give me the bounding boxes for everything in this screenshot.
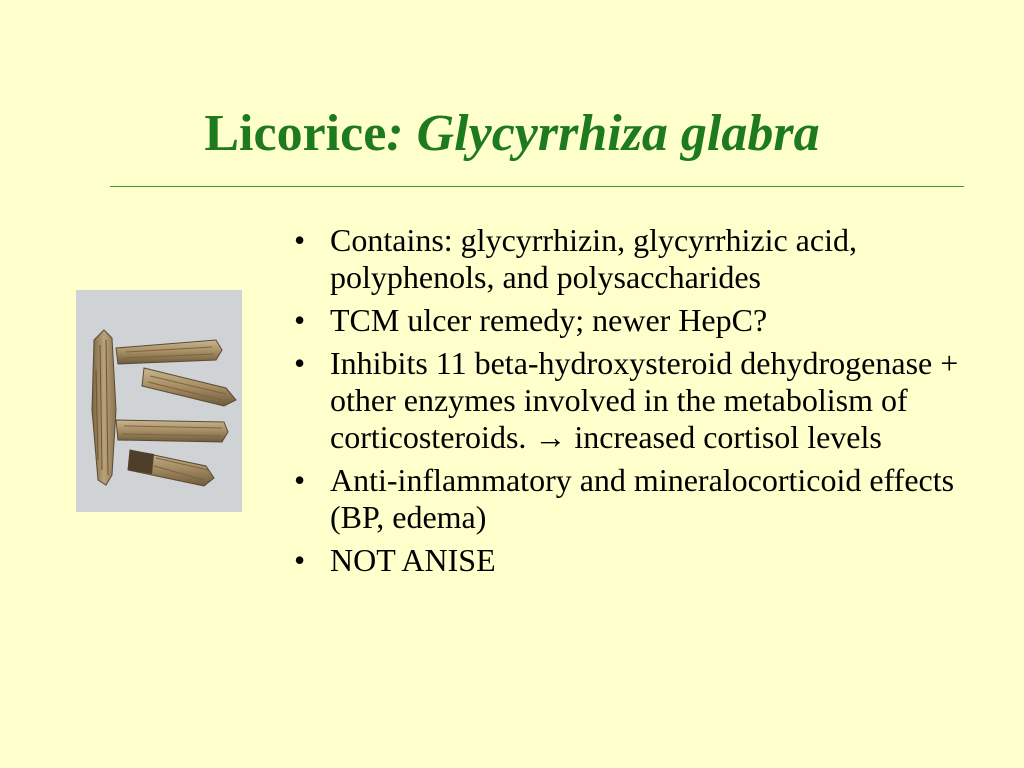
bullet-marker: • [294,542,306,578]
bullet-item [294,302,984,339]
bullet-marker: • [294,462,306,498]
bullet-text: Inhibits 11 beta-hydroxysteroid dehydrogenase + other enzymes involved in the metabolism of corticosteroids. → increased cortisol levels [330,345,959,455]
title-divider [110,186,964,187]
bullet-text: TCM ulcer remedy; newer HepC? [330,302,768,338]
bullet-item [294,542,984,579]
slide-title [0,104,1024,164]
bullet-item [294,222,984,296]
bullet-marker: • [294,302,306,338]
bullet-text: Anti-inflammatory and mineralocorticoid effects (BP, edema) [330,462,955,535]
title-common-name: Licorice [204,105,387,162]
bullet-marker: • [294,345,306,381]
licorice-root-illustration [76,290,242,512]
bullet-item [294,345,984,456]
bullet-text: Contains: glycyrrhizin, glycyrrhizic acid, polyphenols, and polysaccharides [330,222,857,295]
licorice-root-photo [76,290,242,512]
title-species-name: Glycyrrhiza glabra [416,105,820,162]
title-colon: : [386,105,404,162]
bullet-text: NOT ANISE [330,542,496,578]
bullet-list [294,222,984,585]
bullet-marker: • [294,222,306,258]
bullet-item [294,462,984,536]
